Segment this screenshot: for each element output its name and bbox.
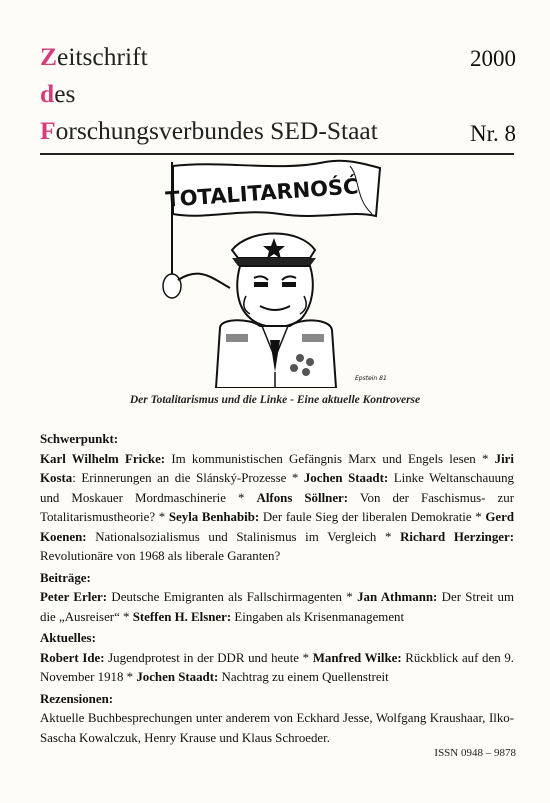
title-rest: orschungsverbundes SED-Staat xyxy=(55,116,378,145)
entry-title: Von der Faschismus- zur Totalitarismustheorie? xyxy=(40,490,514,524)
entry-title: Jugendprotest in der DDR und heute xyxy=(104,650,299,665)
publication-year: 2000 xyxy=(470,46,516,71)
entry-title: Linke Weltanschauung und Moskauer Mordmaschinerie xyxy=(40,471,514,505)
entry-title: Rückblick auf den 9. November 1918 xyxy=(40,650,514,684)
entry-title: Der Streit um die „Ausreiser“ xyxy=(40,590,515,624)
entry-author: Jan Athmann: xyxy=(357,590,438,604)
section-heading: Rezensionen: xyxy=(40,691,114,706)
issn-number: ISSN 0948 – 9878 xyxy=(434,747,516,759)
journal-title xyxy=(40,38,520,149)
entry-title: Nationalsozialismus und Stalinismus im Vergleich xyxy=(86,529,377,544)
banner-text: TOTALITARNOŚĆ xyxy=(164,174,360,212)
entry-author: Jochen Staadt: xyxy=(303,471,389,485)
entry-author: Gerd Koenen: xyxy=(40,510,515,544)
entry-author: Jiri Kosta xyxy=(40,451,514,485)
issue-number: Nr. 8 xyxy=(470,121,516,146)
title-rest: es xyxy=(54,79,76,108)
entry-title: Im kommunistischen Gefängnis Marx und Engels lesen xyxy=(165,451,476,466)
title-initial: F xyxy=(40,116,56,145)
cartoon-illustration xyxy=(150,158,390,388)
entry-author: Steffen H. Elsner: xyxy=(132,609,232,624)
cover-caption: Der Totalitarismus und die Linke - Eine aktuelle Kontroverse xyxy=(129,394,421,406)
section-heading: Beiträge: xyxy=(40,570,91,585)
entry-title: : Erinnerungen an die Slánský-Prozesse xyxy=(72,471,287,485)
section-heading: Schwerpunkt: xyxy=(40,432,119,446)
title-rest: eitschrift xyxy=(57,42,148,71)
entry-author: Jochen Staadt: xyxy=(136,670,219,684)
section-body-schwerpunkt: Karl Wilhelm Fricke: Im kommunistischen Gefängnis Marx und Engels lesen * Jiri Kosta: Erinnerungen an die Slánský-Prozesse * Jochen Staadt: Linke Weltanschauung und Moskauer Mordmaschinerie * Alfons Söllner: Von der Faschismus- zur Totalitarismustheorie? * Seyla Benhabib: Der faule Sieg der liberalen Demokratie * Gerd Koenen: Nationalsozialismus und Stalinismus im Vergleich * Richard Herzinger: Revolutionäre von 1968 als liberale Garanten? xyxy=(40,451,515,563)
section-heading: Aktuelles: xyxy=(40,631,96,645)
artist-signature: Epstein 81 xyxy=(355,375,387,382)
entry-author: Alfons Söllner: xyxy=(256,490,349,505)
section-body-beitraege: Peter Erler: Deutsche Emigranten als Fallschirmagenten * Jan Athmann: Der Streit um die „Ausreiser“ * Steffen H. Elsner: Eingaben als Krisenmanagement xyxy=(40,590,515,624)
entry-author: Manfred Wilke: xyxy=(312,650,402,665)
entry-title: Revolutionäre von 1968 als liberale Garanten? xyxy=(40,549,281,563)
title-initial: Z xyxy=(40,42,58,71)
entry-title: Deutsche Emigranten als Fallschirmagenten xyxy=(107,590,342,604)
entry-author: Robert Ide: xyxy=(40,650,105,665)
entry-author: Seyla Benhabib: xyxy=(168,510,260,524)
title-line-3 xyxy=(40,112,520,149)
entry-title: Nachtrag zu einem Quellenstreit xyxy=(218,670,389,684)
table-of-contents xyxy=(40,428,514,748)
section-body-aktuelles: Robert Ide: Jugendprotest in der DDR und heute * Manfred Wilke: Rückblick auf den 9. November 1918 * Jochen Staadt: Nachtrag zu einem Quellenstreit xyxy=(40,650,514,684)
title-line-2 xyxy=(40,75,520,112)
header-rule xyxy=(40,153,514,155)
entry-title: Eingaben als Krisenmanagement xyxy=(231,609,405,624)
entry-author: Peter Erler: xyxy=(40,590,108,604)
entry-title: Der faule Sieg der liberalen Demokratie xyxy=(259,510,472,524)
entry-author: Karl Wilhelm Fricke: xyxy=(40,451,166,466)
entry-author: Richard Herzinger: xyxy=(400,529,514,544)
title-initial: d xyxy=(40,79,55,108)
title-line-1 xyxy=(40,38,520,75)
section-body-rezensionen: Aktuelle Buchbesprechungen unter anderem von Eckhard Jesse, Wolfgang Kraushaar, Ilko-Sascha Kowalczuk, Henry Krause und Klaus Schroeder. xyxy=(40,711,514,745)
